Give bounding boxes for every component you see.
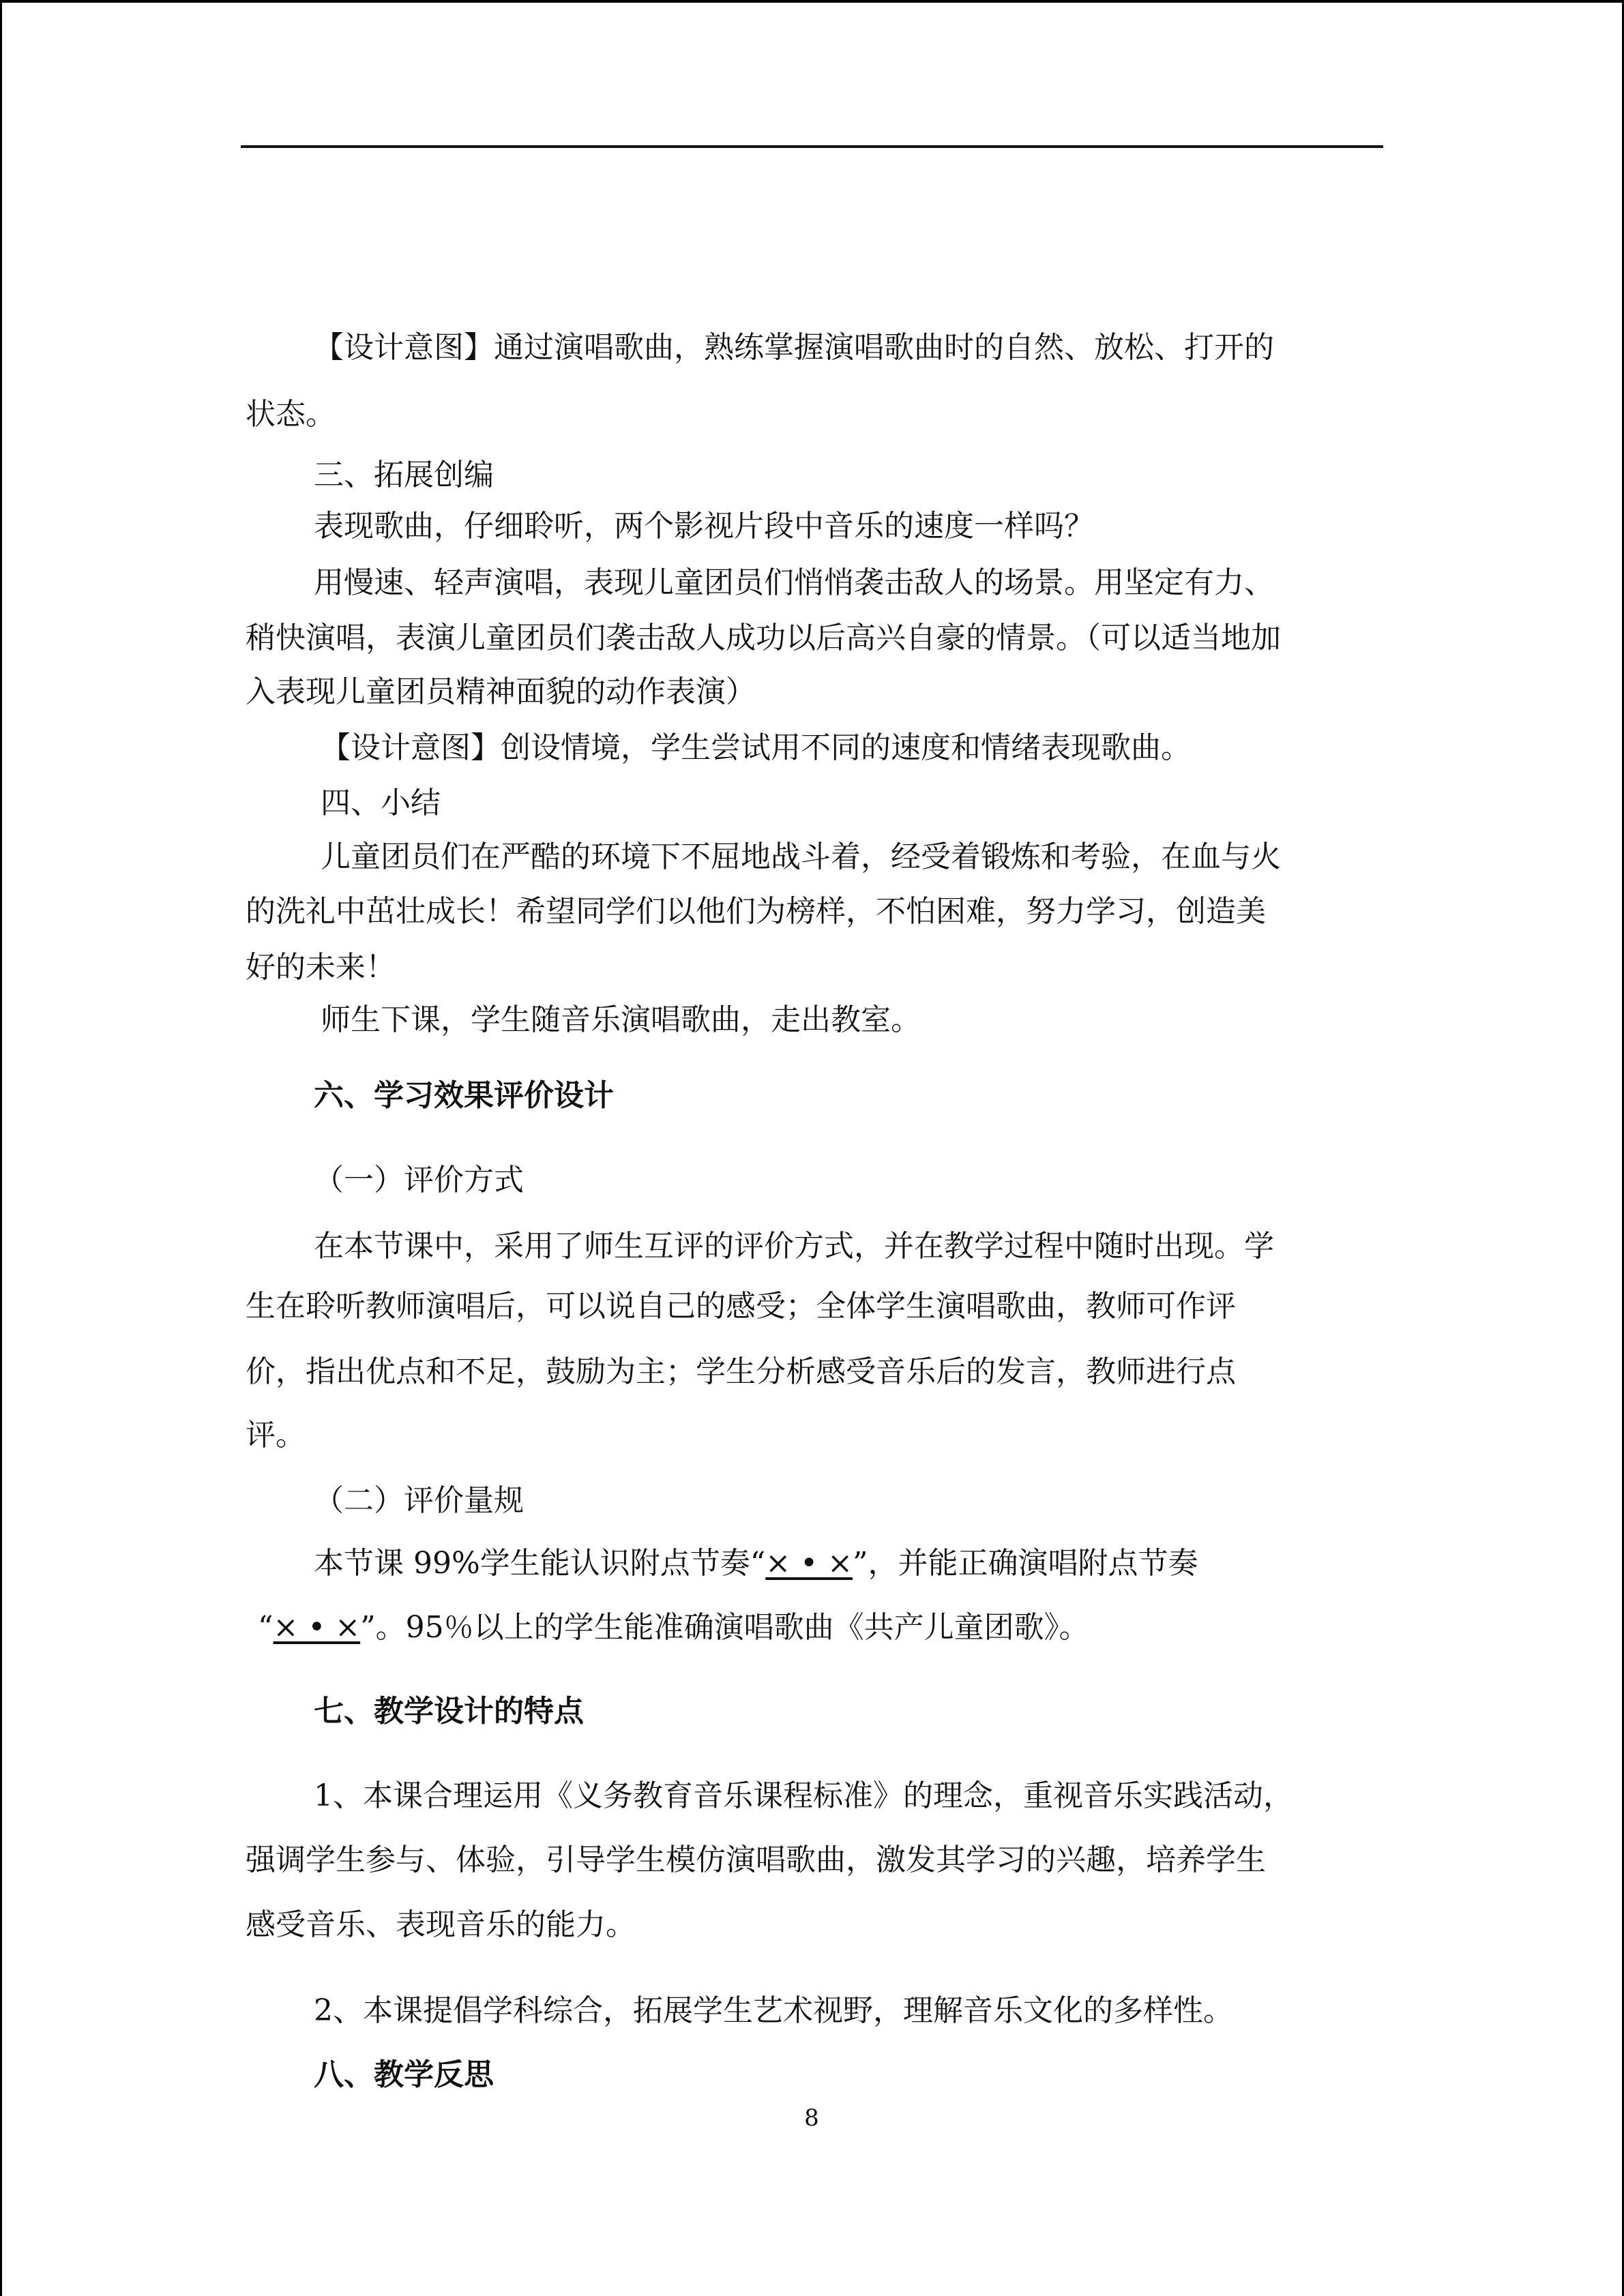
dotted-rhythm-notation: × • × (765, 1546, 853, 1581)
rubric-text: 本节课 99%学生能认识附点节奏“ (314, 1546, 766, 1581)
paragraph-line: 强调学生参与、体验，引导学生模仿演唱歌曲，激发其学习的兴趣，培养学生 (246, 1843, 1266, 1877)
dotted-rhythm-notation: × • × (273, 1610, 361, 1645)
paragraph-line: 在本节课中，采用了师生互评的评价方式，并在教学过程中随时出现。学 (314, 1229, 1274, 1264)
rubric-text: “ (258, 1610, 274, 1645)
subheading-evaluation-rubric: （二）评价量规 (314, 1483, 524, 1518)
design-intent-paragraph-line-1: 【设计意图】通过演唱歌曲，熟练掌握演唱歌曲时的自然、放松、打开的 (314, 330, 1274, 365)
paragraph-line: 1、本课合理运用《义务教育音乐课程标准》的理念，重视音乐实践活动， (314, 1778, 1293, 1813)
rubric-text: ”。95％以上的学生能准确演唱歌曲《共产儿童团歌》。 (360, 1610, 1089, 1645)
heading-teaching-reflection: 八、教学反思 (314, 2057, 494, 2092)
paragraph-line: 入表现儿童团员精神面貌的动作表演） (246, 674, 756, 709)
paragraph-line: 儿童团员们在严酷的环境下不屈地战斗着，经受着锻炼和考验，在血与火 (321, 839, 1281, 874)
paragraph-line: 师生下课，学生随音乐演唱歌曲，走出教室。 (321, 1002, 921, 1037)
paragraph-line: 稍快演唱，表演儿童团员们袭击敌人成功以后高兴自豪的情景。（可以适当地加 (246, 621, 1281, 655)
heading-evaluation-design: 六、学习效果评价设计 (314, 1078, 614, 1113)
paragraph-line: 2、本课提倡学科综合，拓展学生艺术视野，理解音乐文化的多样性。 (314, 1993, 1233, 2028)
paragraph-line: 用慢速、轻声演唱，表现儿童团员们悄悄袭击敌人的场景。用坚定有力、 (314, 565, 1274, 600)
section-heading-summary: 四、小结 (321, 786, 441, 820)
paragraph-line: 表现歌曲，仔细聆听，两个影视片段中音乐的速度一样吗？ (314, 509, 1094, 543)
rubric-text: ”，并能正确演唱附点节奏 (852, 1546, 1198, 1581)
paragraph-line: 生在聆听教师演唱后，可以说自己的感受；全体学生演唱歌曲，教师可作评 (246, 1289, 1236, 1324)
section-heading-extension: 三、拓展创编 (314, 458, 494, 492)
page-number: 8 (804, 2104, 819, 2132)
paragraph-line: 的洗礼中茁壮成长！希望同学们以他们为榜样，不怕困难，努力学习，创造美 (246, 894, 1266, 929)
heading-design-features: 七、教学设计的特点 (314, 1694, 584, 1729)
subheading-evaluation-method: （一）评价方式 (314, 1163, 524, 1197)
page-frame-top-border (0, 0, 1624, 3)
rubric-line-2 (258, 1607, 1089, 1648)
paragraph-line: 感受音乐、表现音乐的能力。 (246, 1907, 636, 1942)
paragraph-line: 好的未来！ (246, 950, 396, 985)
paragraph-line: 价，指出优点和不足，鼓励为主；学生分析感受音乐后的发言，教师进行点 (246, 1354, 1236, 1389)
design-intent-paragraph: 【设计意图】创设情境，学生尝试用不同的速度和情绪表现歌曲。 (321, 730, 1191, 765)
header-rule (241, 145, 1383, 148)
rubric-line-1 (314, 1543, 1198, 1584)
paragraph-line: 评。 (246, 1418, 306, 1452)
design-intent-paragraph-line-2: 状态。 (246, 397, 336, 432)
page-frame-left-border (0, 0, 2, 2296)
